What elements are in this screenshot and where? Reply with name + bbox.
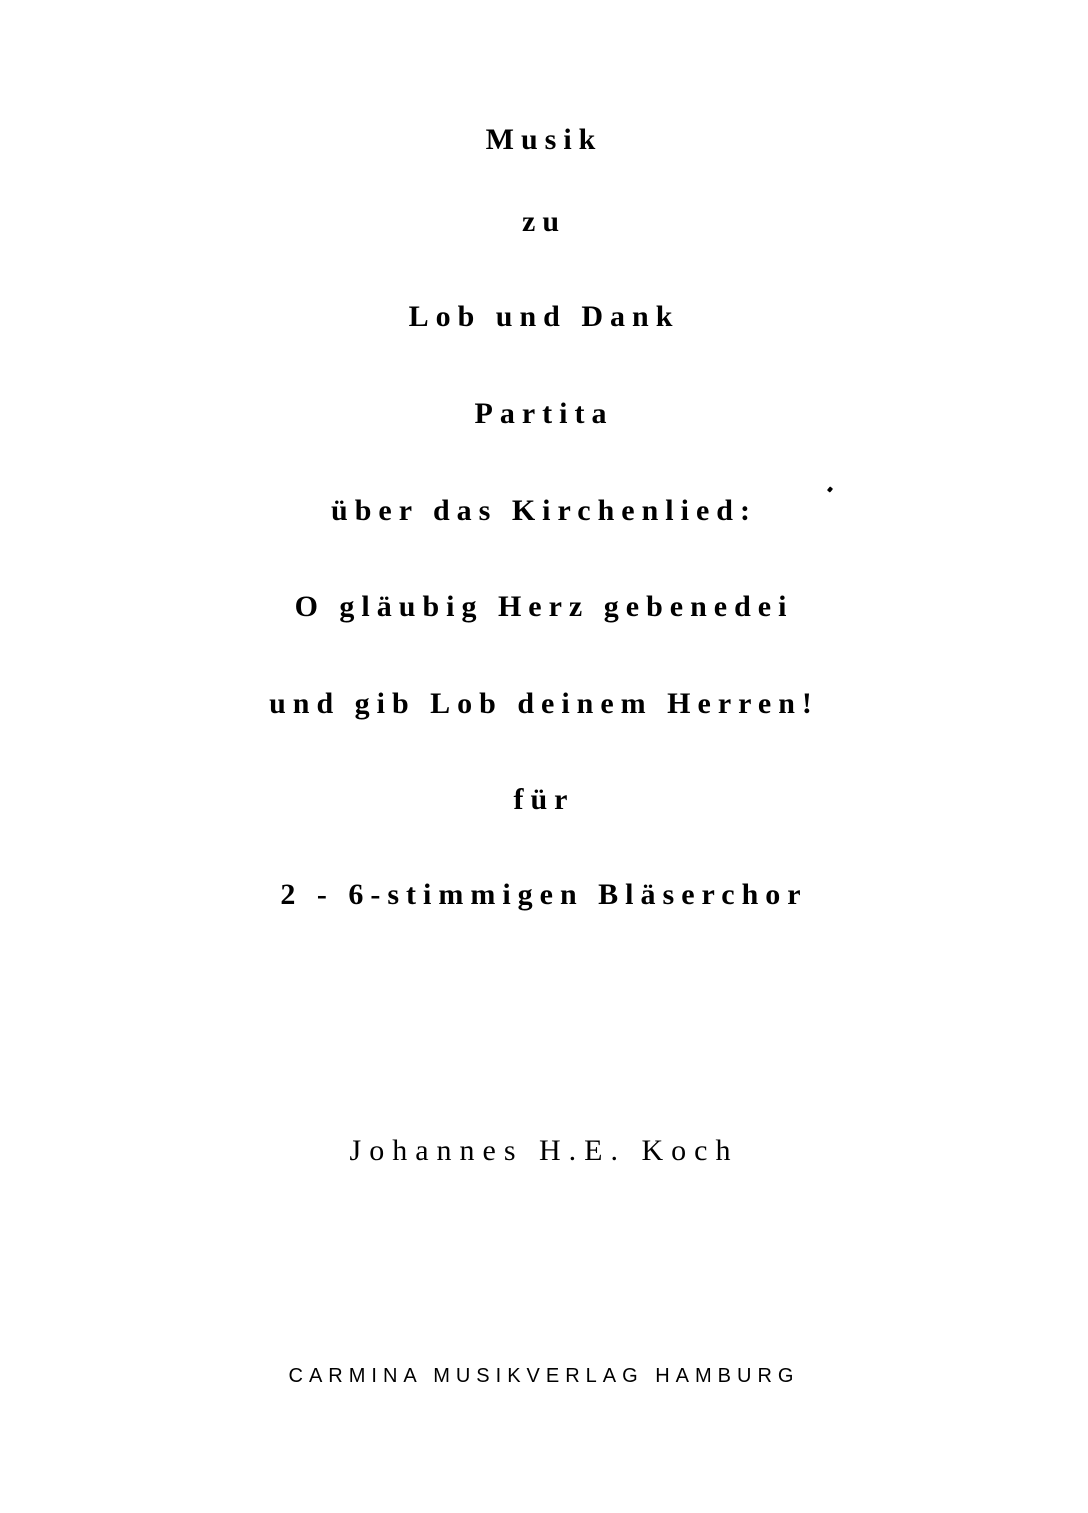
title-line-hymn-second: und gib Lob deinem Herren! [269, 687, 819, 720]
title-line-lob-und-dank: Lob und Dank [408, 300, 680, 333]
title-line-musik: Musik [485, 123, 603, 156]
publisher-name: CARMINA MUSIKVERLAG HAMBURG [288, 1365, 800, 1387]
ink-speck [827, 486, 833, 492]
title-line-kirchenlied: über das Kirchenlied: [331, 494, 757, 527]
author-name: Johannes H.E. Koch [349, 1134, 739, 1167]
title-line-partita: Partita [474, 397, 614, 430]
title-line-zu: zu [522, 205, 566, 238]
title-line-instrumentation: 2 - 6-stimmigen Bläserchor [280, 878, 808, 911]
title-line-hymn-first: O gläubig Herz gebenedei [294, 590, 794, 623]
title-line-fuer: für [513, 783, 575, 816]
